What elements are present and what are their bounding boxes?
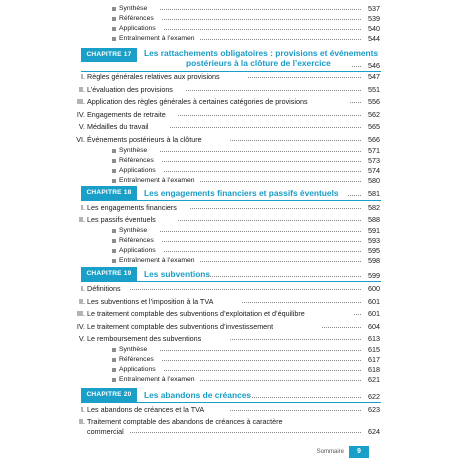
bullet-square-icon — [112, 358, 116, 362]
footer-label: Sommaire — [316, 449, 344, 455]
toc-subsection-label: Synthèse — [119, 147, 148, 154]
toc-section-label: L’évaluation des provisions — [87, 85, 173, 94]
chapter-title-line-2[interactable]: postérieurs à la clôture de l’exercice — [186, 58, 331, 68]
toc-subsection-label: Entraînement à l’examen — [119, 177, 195, 184]
bullet-square-icon — [112, 229, 116, 233]
bullet-square-icon — [112, 179, 116, 183]
toc-page-number: 537 — [368, 4, 380, 13]
toc-section[interactable]: V. Médailles du travail 565 — [78, 122, 380, 131]
bullet-square-icon — [112, 239, 116, 243]
toc-subsection-label: Entraînement à l’examen — [119, 376, 195, 383]
toc-page-number: 582 — [368, 203, 380, 212]
toc-section[interactable]: II. L’évaluation des provisions 551 — [79, 85, 380, 94]
toc-section[interactable]: VI. Événements postérieurs à la clôture 566 — [76, 135, 380, 144]
toc-subsection-label: Synthèse — [119, 346, 148, 353]
toc-section[interactable]: III. Application des règles générales à certaines catégories de provisions 556 — [77, 97, 380, 106]
toc-section-label: Les passifs éventuels — [87, 215, 156, 224]
toc-page-number: 546 — [368, 61, 380, 70]
toc-section[interactable]: III. Le traitement comptable des subventions d’exploitation et d’équilibre 601 — [77, 309, 380, 318]
toc-page-number: 556 — [368, 97, 380, 106]
toc-section-label: Engagements de retraite — [87, 110, 166, 119]
chapter-badge: CHAPITRE 20 — [81, 388, 137, 402]
toc-page-number: 595 — [368, 246, 380, 255]
bullet-square-icon — [112, 368, 116, 372]
toc-section-continuation[interactable] — [0, 426, 465, 437]
chapter-title[interactable]: Les engagements financiers et passifs éventuels — [144, 188, 339, 198]
toc-section-label: Traitement comptable des abandons de créances à caractère — [87, 417, 283, 426]
chapter-title[interactable]: Les subventions — [144, 269, 211, 279]
toc-section-label: Les subventions et l’imposition à la TVA — [87, 297, 214, 306]
toc-page-number: 571 — [368, 146, 380, 155]
toc-page-number: 617 — [368, 355, 380, 364]
toc-page-number: 565 — [368, 122, 380, 131]
toc-section[interactable]: I. Définitions 600 — [81, 284, 380, 293]
toc-page-number: 562 — [368, 110, 380, 119]
toc-subsection-label: Références — [119, 356, 154, 363]
bullet-square-icon — [112, 159, 116, 163]
toc-section-label: Événements postérieurs à la clôture — [87, 135, 202, 144]
toc-subsection-label: Références — [119, 237, 154, 244]
toc-subsection-label: Références — [119, 157, 154, 164]
toc-page-number: 588 — [368, 215, 380, 224]
toc-page-number: 623 — [368, 405, 380, 414]
toc-page-number: 624 — [368, 427, 380, 436]
toc-page-number: 544 — [368, 34, 380, 43]
toc-page-number: 580 — [368, 176, 380, 185]
chapter-title[interactable]: Les abandons de créances — [144, 390, 252, 400]
bullet-square-icon — [112, 17, 116, 21]
bullet-square-icon — [112, 249, 116, 253]
toc-section[interactable]: II. Les passifs éventuels 588 — [79, 215, 380, 224]
toc-section[interactable]: I. Les engagements financiers 582 — [81, 203, 380, 212]
toc-section-label: Le traitement comptable des subventions d’exploitation et d’équilibre — [87, 309, 305, 318]
toc-section[interactable]: I. Règles générales relatives aux provisions 547 — [81, 72, 380, 81]
toc-section[interactable]: II. Les subventions et l’imposition à la TVA 601 — [79, 297, 380, 306]
toc-section[interactable]: II. Traitement comptable des abandons de créances à caractère — [79, 417, 283, 426]
bullet-square-icon — [112, 27, 116, 31]
toc-page-number: 539 — [368, 14, 380, 23]
toc-page-number: 604 — [368, 322, 380, 331]
toc-page-number: 601 — [368, 309, 380, 318]
toc-subsection-label: Entraînement à l’examen — [119, 35, 195, 42]
toc-page-number: 613 — [368, 334, 380, 343]
toc-page-number: 593 — [368, 236, 380, 245]
toc-subsection-label: Applications — [119, 25, 156, 32]
toc-section[interactable]: IV. Le traitement comptable des subventions d’investissement 604 — [76, 322, 380, 331]
toc-subsection-label: Applications — [119, 247, 156, 254]
toc-subsection-label: Synthèse — [119, 5, 148, 12]
toc-section[interactable]: IV. Engagements de retraite 562 — [76, 110, 380, 119]
toc-subsection-label: Entraînement à l’examen — [119, 257, 195, 264]
chapter-badge: CHAPITRE 17 — [81, 48, 137, 62]
chapter-rule — [81, 200, 381, 201]
toc-page-number: 540 — [368, 24, 380, 33]
toc-page-number: 622 — [368, 392, 380, 401]
bullet-square-icon — [112, 37, 116, 41]
toc-subsection-label: Références — [119, 15, 154, 22]
toc-page-number: 551 — [368, 85, 380, 94]
toc-section-label: Médailles du travail — [87, 122, 149, 131]
chapter-badge: CHAPITRE 18 — [81, 186, 137, 200]
bullet-square-icon — [112, 169, 116, 173]
chapter-rule — [81, 281, 381, 282]
toc-page-number: 599 — [368, 271, 380, 280]
toc-subsection-label: Applications — [119, 167, 156, 174]
toc-section-label: Définitions — [87, 284, 121, 293]
toc-section-label: Les engagements financiers — [87, 203, 177, 212]
toc-page-number: 581 — [368, 189, 380, 198]
bullet-square-icon — [112, 378, 116, 382]
toc-page-number: 601 — [368, 297, 380, 306]
toc-page-number: 547 — [368, 72, 380, 81]
bullet-square-icon — [112, 7, 116, 11]
toc-page-number: 566 — [368, 135, 380, 144]
bullet-square-icon — [112, 149, 116, 153]
toc-subsection[interactable] — [0, 374, 465, 385]
chapter-rule — [81, 402, 381, 403]
toc-section[interactable]: V. Le remboursement des subventions 613 — [78, 334, 380, 343]
toc-page-number: 615 — [368, 345, 380, 354]
toc-section-label: Le traitement comptable des subventions d’investissement — [87, 322, 274, 331]
chapter-title[interactable]: Les rattachements obligatoires : provisions et événements — [144, 48, 379, 58]
toc-page-number: 600 — [368, 284, 380, 293]
bullet-square-icon — [112, 348, 116, 352]
toc-section-label: Règles générales relatives aux provisions — [87, 72, 220, 81]
toc-subsection[interactable] — [0, 255, 465, 266]
toc-page-number: 621 — [368, 375, 380, 384]
toc-subsection[interactable] — [0, 175, 465, 186]
toc-page-number: 591 — [368, 226, 380, 235]
toc-section-label: Les abandons de créances et la TVA — [87, 405, 205, 414]
chapter-badge: CHAPITRE 19 — [81, 267, 137, 281]
toc-page-number: 598 — [368, 256, 380, 265]
bullet-square-icon — [112, 259, 116, 263]
toc-page-number: 573 — [368, 156, 380, 165]
footer-page-number: 9 — [349, 446, 369, 458]
toc-section-label: Application des règles générales à certaines catégories de provisions — [87, 97, 308, 106]
toc-page-number: 574 — [368, 166, 380, 175]
toc-subsection-label: Synthèse — [119, 227, 148, 234]
toc-subsection[interactable] — [0, 33, 465, 44]
toc-subsection-label: Applications — [119, 366, 156, 373]
toc-section[interactable]: I. Les abandons de créances et la TVA 623 — [81, 405, 380, 414]
toc-page-number: 618 — [368, 365, 380, 374]
toc-section-label: commercial — [87, 427, 124, 436]
toc-section-label: Le remboursement des subventions — [87, 334, 202, 343]
